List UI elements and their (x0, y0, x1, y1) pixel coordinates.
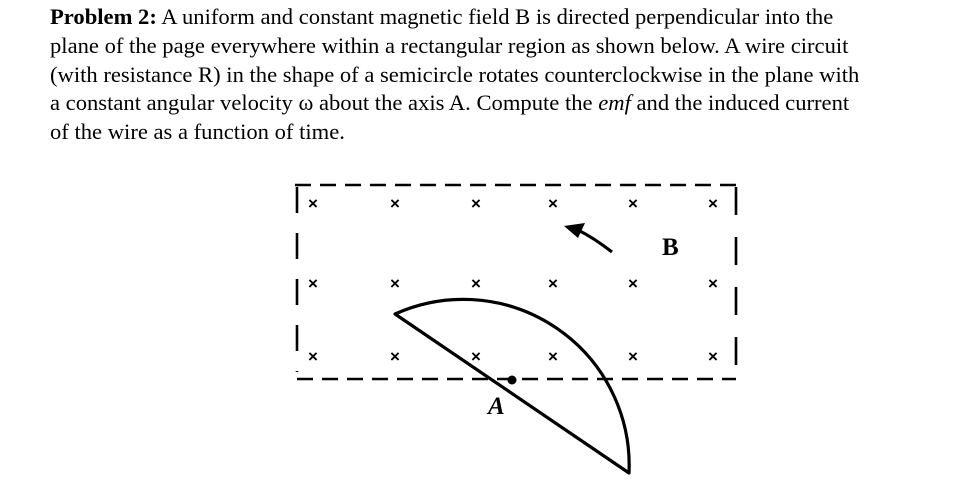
field-marker-x: × (628, 194, 638, 213)
field-marker-x: × (708, 347, 718, 366)
problem-line-5: of the wire as a function of time. (50, 119, 345, 145)
problem-line-2: plane of the page everywhere within a rectangular region as shown below. A wire circuit (50, 32, 849, 58)
problem-line-1: Problem 2: A uniform and constant magnetic field B is directed perpendicular into the (50, 4, 834, 29)
problem-line-3: (with resistance R) in the shape of a semicircle rotates counterclockwise in the plane with (50, 61, 860, 87)
problem-heading: Problem 2: (50, 4, 157, 29)
axis-label-a: A (488, 393, 505, 420)
field-marker-x: × (628, 347, 638, 366)
field-label-b: B (662, 234, 679, 261)
field-marker-x: × (471, 347, 481, 366)
field-markers (308, 194, 718, 366)
field-marker-x: × (708, 194, 718, 213)
field-marker-x: × (628, 274, 638, 293)
field-marker-x: × (548, 347, 558, 366)
field-marker-x: × (471, 194, 481, 213)
field-region-boundary (295, 185, 736, 379)
field-marker-x: × (390, 274, 400, 293)
field-marker-x: × (390, 347, 400, 366)
field-marker-x: × (708, 274, 718, 293)
field-marker-x: × (308, 194, 318, 213)
problem-line-4: a constant angular velocity ω about the axis A. Compute the emf and the induced current (50, 90, 850, 116)
semicircle-wire (395, 299, 629, 473)
field-marker-x: × (390, 194, 400, 213)
field-marker-x: × (308, 347, 318, 366)
rotation-axis-point (508, 376, 517, 385)
rotation-arrow (564, 223, 612, 252)
emf-term: emf (598, 90, 631, 116)
field-marker-x: × (471, 274, 481, 293)
field-marker-x: × (308, 274, 318, 293)
field-marker-x: × (548, 194, 558, 213)
field-marker-x: × (548, 274, 558, 293)
